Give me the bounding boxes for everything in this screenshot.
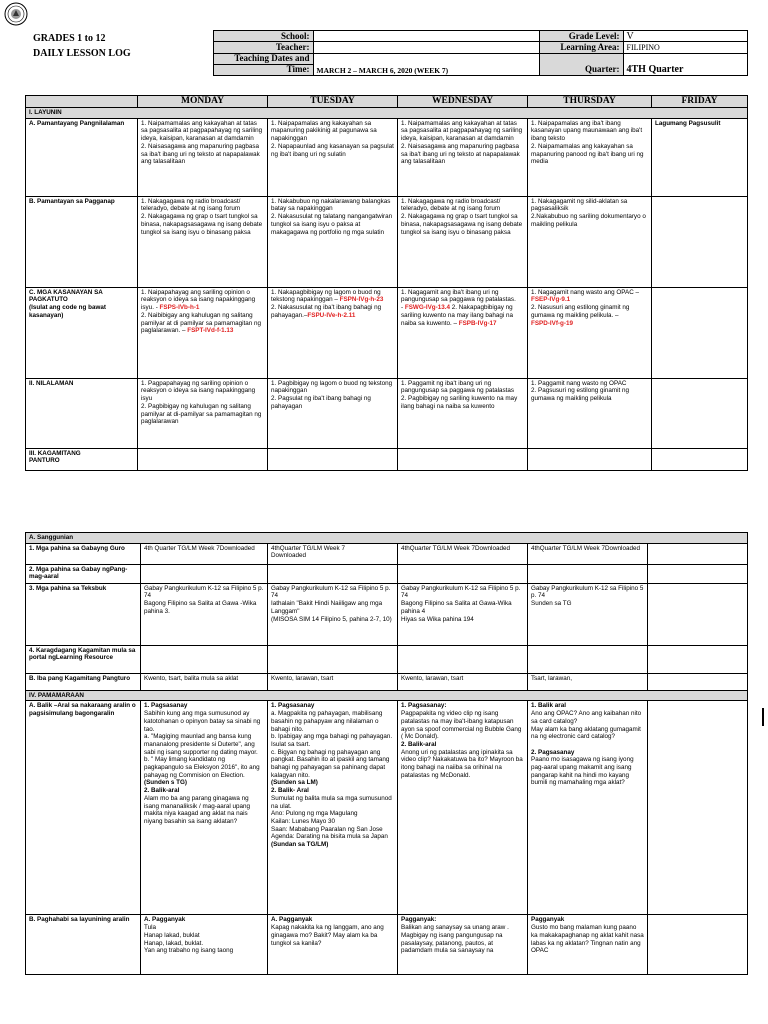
- cell-tuesday: Gabay Pangkurikulum K-12 sa Filipino 5 p. 74 Iathalain "Bakit Hindi Naiiligaw ang mga Langgam" (MISOSA SIM 14 Filipino 5, pahina 2-7, 10): [268, 583, 398, 645]
- row-label: 3. Mga pahina sa Teksbuk: [26, 583, 141, 645]
- cell-wednesday: 1. Nagagamit ang iba't ibang uri ng pangungusap sa paggawa ng patalastas. - FSWG-IVg-13.4 2. Nakapagbibigay ng sariling kuwento na may ilang bahagi na naiba sa kuwento. – FSPB-IVg-17: [398, 287, 528, 378]
- cell-thursday: 1. Balik aral Ano ang OPAC? Ano ang kaibahan nito sa card catalog? May alam ka bang aklatang gumagamit na ng electronic card catalog? 2. Pagsasanay Paano mo isasagawa ng isang iyong pag-aaral upang makamit ang isang pangarap kahit na hindi mo kayang bumili ng mamahaling mga aklat?: [528, 701, 648, 915]
- lesson-objectives-table: [25, 95, 748, 471]
- grade-level-label: Grade Level:: [539, 31, 623, 42]
- cell-wednesday: 1. Nakagagawa ng radio broadcast/ teleradyo, debate at ng isang forum 2. Nakagagawa ng grap o tsart tungkol sa binasa, nakapagsasagawa ng isang debate tungkol sa isang isyu o binasang paksa: [398, 196, 528, 287]
- cell-friday: [648, 673, 748, 690]
- cell-tuesday: [268, 645, 398, 673]
- row-label: B. Paghahabi sa layunining aralin: [26, 915, 141, 975]
- cell-thursday: Gabay Pangkurikulum K-12 sa Filipino 5 p. 74 Sunden sa TG: [528, 583, 648, 645]
- cell-monday: [138, 448, 268, 470]
- row-label: C. MGA KASANAYAN SA PAGKATUTO (Isulat ang code ng bawat kasanayan): [26, 287, 138, 378]
- cell-thursday: 4thQuarter TG/LM Week 7Downloaded: [528, 543, 648, 564]
- cell-tuesday: 1. Pagsasanay a. Magpakita ng pahayagan, mabilisang basahin ng pahapyaw ang nilalaman o bahagi nito. b. Ipabigay ang mga bahagi ng pahayagan. Isulat sa tsart. c. Bigyan ng bahagi ng pahayagan ang pangkat. Basahin ito at ipaskil ang tamang bahagi ng pahayagan sa pahinang dapat kalagyan nito. (Sunden sa LM) 2. Balik- Aral Sumulat ng balita mula sa mga sumusunod na ulat. Ano: Pulong ng mga Magulang Kailan: Lunes Mayo 30 Saan: Mababang Paaralan ng San Jose Agenda: Darating na bisita mula sa Japan (Sundan sa TG/LM): [268, 701, 398, 915]
- cell-thursday: 1. Paggamit nang wasto ng OPAC 2. Pagsusuri ng estilong ginamit ng gumawa ng maikling pelikula: [528, 378, 652, 448]
- cell-thursday: 1. Nagagamit nang wasto ang OPAC – FSEP-IVg-9.1 2. Nasusuri ang estilong ginamit ng gumawa ng maikling pelikula. – FSPD-IVf-g-19: [528, 287, 652, 378]
- cell-wednesday: 1. Pagsasanay: Pagpapakita ng video clip ng isang patalastas na may iba't-ibang katapusan ayon sa spoof commercial ng Bubble Gang ( Mc Donald). 2. Balik-aral Anong uri ng patalastas ang ipinakita sa video clip? Nakakatuwa ba ito? Mayroon ba itong bahagi na naiiba sa orihinal na patalastas ng McDonald.: [398, 701, 528, 915]
- school-label: School:: [213, 31, 313, 42]
- row-label: 2. Mga pahina sa Gabay ngPang-mag-aaral: [26, 564, 141, 583]
- learning-area-label: Learning Area:: [539, 42, 623, 53]
- cell-monday: Kwento, tsart, balita mula sa aklat: [141, 673, 268, 690]
- competency-code: FSWG-IVg-13.4: [404, 304, 450, 312]
- cell-thursday: [528, 564, 648, 583]
- competency-code: FSPD-IVf-g-19: [531, 319, 573, 327]
- teacher-label: Teacher:: [213, 42, 313, 53]
- doc-title-line2: DAILY LESSON LOG: [33, 48, 131, 59]
- row-label: 4. Karagdagang Kagamitan mula sa portal ngLearning Resource: [26, 645, 141, 673]
- row-label: 1. Mga pahina sa Gabayng Guro: [26, 543, 141, 564]
- cell-tuesday: 1. Naipapamalas ang kakayahan sa mapanuring pakikinig at pagunawa sa napakinggan 2. Napapaunlad ang kasanayan sa pagsulat ng iba't ibang uri ng sulatin: [268, 118, 398, 196]
- cell-wednesday: 4thQuarter TG/LM Week 7Downloaded: [398, 543, 528, 564]
- time-label: Time:: [213, 64, 313, 75]
- cell-friday: [652, 378, 748, 448]
- cell-tuesday: [268, 448, 398, 470]
- cell-friday: [648, 915, 748, 975]
- cell-thursday: [528, 448, 652, 470]
- cell-friday: [648, 564, 748, 583]
- row-label: III. KAGAMITANG PANTURO: [26, 448, 138, 470]
- row-label: II. NILALAMAN: [26, 378, 138, 448]
- header-info-table: [25, 30, 748, 76]
- row-label: A. Balik –Aral sa nakaraang aralin o pagsisimulang bagongaralin: [26, 701, 141, 915]
- cell-monday: 1. Pagpapahayag ng sariling opinion o reaksyon o ideya sa isang napakinggang isyu 2. Pagbibigay ng kahulugan ng salitang pamilyar at di-pamilyar sa pamamagitan ng paglalarawan: [138, 378, 268, 448]
- cell-wednesday: [398, 448, 528, 470]
- cell-monday: [141, 564, 268, 583]
- competency-code: FSPB-IVg-17: [458, 319, 497, 327]
- teacher-value: [313, 42, 539, 53]
- cell-thursday: Pagganyak Gusto mo bang malaman kung paano ka makakapaghanap ng aklat kahit nasa labas ka ng aklatan? Tingnan natin ang OPAC: [528, 915, 648, 975]
- cell-wednesday: Gabay Pangkurikulum K-12 sa Filipino 5 p. 74 Bagong Filipino sa Salita at Gawa-Wika pahina 4 Hiyas sa Wika pahina 194: [398, 583, 528, 645]
- school-seal: [4, 2, 28, 26]
- learning-area-value: FILIPINO: [623, 42, 747, 53]
- school-value: [313, 31, 539, 42]
- competency-code: FSPN-IVg-h-23: [339, 296, 384, 304]
- cell-friday: [648, 583, 748, 645]
- cell-wednesday: [398, 645, 528, 673]
- cell-monday: 1. Pagsasanay Sabihin kung ang mga sumusunod ay katotohanan o opinyon batay sa sinabi ng tao. a. "Magiging maunlad ang bansa kung mananalong presidente si Duterte", ang sabi ng isang supporter ng dating mayor. b. " May limang kandidato ng pagkapangulo sa Eleksyon 2016", ito ang pahayag ng Commision on Election. (Sunden s TG) 2. Balik-aral Alam mo ba ang parang ginagawa ng isang mananaliksik / mag-aaral upang makita niya kaagad ang aklat na nais niyang basahin sa isang aklatan?: [141, 701, 268, 915]
- cell-wednesday: 1. Paggamit ng iba't ibang uri ng pangungusap sa paggawa ng patalastas 2. Pagbibigay ng sariling kuwento na may ilang bahagi na naiba sa kuwento: [398, 378, 528, 448]
- cell-friday: [652, 448, 748, 470]
- row-label: A. Pamantayang Pangnilalaman: [26, 118, 138, 196]
- cell-tuesday: 4thQuarter TG/LM Week 7 Downloaded: [268, 543, 398, 564]
- cell-monday: 1. Nakagagawa ng radio broadcast/ teleradyo, debate at ng isang forum 2. Nakagagawa ng grap o tsart tungkol sa binasa, nakapagsasagawa ng isang debate tungkol sa isang isyu o binasang paksa: [138, 196, 268, 287]
- cell-friday: [648, 543, 748, 564]
- teaching-dates-label: Teaching Dates and: [213, 53, 313, 64]
- cell-friday: [648, 701, 748, 915]
- grade-level-value: V: [623, 31, 747, 42]
- competency-code: FSPU-IVe-h-2.11: [307, 311, 356, 319]
- cell-friday: Lagumang Pagsusulit: [652, 118, 748, 196]
- cell-tuesday: 1. Nakapagbibigay ng lagom o buod ng tekstong napakinggan – FSPN-IVg-h-23 2. Nakasusulat ng iba't ibang bahagi ng pahayagan.–FSPU-IVe-h-2.11: [268, 287, 398, 378]
- cell-tuesday: A. Pagganyak Kapag nakakita ka ng langgam, ano ang ginagawa mo? Bakit? May alam ka ba tungkol sa kanila?: [268, 915, 398, 975]
- section-header: I. LAYUNIN: [26, 108, 748, 119]
- cell-thursday: 1. Naipapamalas ang iba't ibang kasanayan upang maunawaan ang iba't ibang teksto 2. Naipamamalas ang kakayahan sa mapanuring panood ng iba't ibang uri ng media: [528, 118, 652, 196]
- competency-code: FSPT-IVd-f-1.13: [187, 327, 234, 335]
- row-label: B. Pamantayan sa Pagganap: [26, 196, 138, 287]
- cell-friday: [648, 645, 748, 673]
- cell-friday: [652, 196, 748, 287]
- cell-thursday: Tsart, larawan,: [528, 673, 648, 690]
- cell-thursday: 1. Nakagagamit ng silid-aklatan sa pagsasaliksik 2.Nakabubuo ng sariling dokumentaryo o maikling pelikula: [528, 196, 652, 287]
- cell-wednesday: 1. Naipamamalas ang kakayahan at tatas sa pagsasalita at pagpapahayag ng sariling ideya, kaisipan, karanasan at damdamin 2. Naisasagawa ang mapanuring pagbasa sa iba't ibang uri ng teksto at napapalawak ang talasalitaan: [398, 118, 528, 196]
- cell-monday: Gabay Pangkurikulum K-12 sa Filipino 5 p. 74 Bagong Filipino sa Salita at Gawa -Wika pahina 3.: [141, 583, 268, 645]
- cell-monday: 4th Quarter TG/LM Week 7Downloaded: [141, 543, 268, 564]
- references-procedure-table: [25, 532, 748, 975]
- cell-tuesday: Kwento, larawan, tsart: [268, 673, 398, 690]
- cell-monday: 1. Naipapahayag ang sariling opinion o reaksyon o ideya sa isang napakinggang isyu. - FSPS-IVb-h-1 2. Naibibigay ang kahulugan ng salitang pamilyar at di pamilyar sa pamamagitan ng paglalarawan. – FSPT-IVd-f-1.13: [138, 287, 268, 378]
- day-header-wednesday: WEDNESDAY: [398, 96, 528, 108]
- cell-monday: 1. Naipamamalas ang kakayahan at tatas sa pagsasalita at pagpapahayag ng sariling ideya, kaisipan, karanasan at damdamin 2. Naisasagawa ang mapanuring pagbasa sa iba't ibang uri ng teksto at napapalawak ang talasalitaan: [138, 118, 268, 196]
- section-header: A. Sanggunian: [26, 533, 748, 544]
- quarter-value: 4TH Quarter: [623, 64, 747, 75]
- quarter-label: Quarter:: [539, 64, 623, 75]
- cell-wednesday: Kwento, larawan, tsart: [398, 673, 528, 690]
- cell-wednesday: [398, 564, 528, 583]
- cell-monday: A. Pagganyak Tula Hanap lakad, buklat Hanap, lakad, buklat. Yan ang trabaho ng isang taong: [141, 915, 268, 975]
- cell-friday: [652, 287, 748, 378]
- cell-monday: [141, 645, 268, 673]
- cell-thursday: [528, 645, 648, 673]
- day-header-monday: MONDAY: [138, 96, 268, 108]
- section-header: IV. PAMAMARAAN: [26, 690, 748, 701]
- doc-title-line1: GRADES 1 to 12: [33, 33, 106, 44]
- teaching-dates-value: MARCH 2 – MARCH 6, 2020 (WEEK 7): [313, 53, 539, 76]
- day-header-friday: FRIDAY: [652, 96, 748, 108]
- competency-code: FSEP-IVg-9.1: [531, 296, 571, 304]
- row-label: B. Iba pang Kagamitang Pangturo: [26, 673, 141, 690]
- competency-code: FSPS-IVb-h-1: [159, 304, 200, 312]
- text-cursor: [762, 708, 764, 726]
- cell-tuesday: 1. Nakabubuo ng nakalarawang balangkas batay sa napakinggan 2. Nakasusulat ng talatang nangangatwiran tungkol sa isang isyu o paksa at makagagawa ng portfolio ng mga sulatin: [268, 196, 398, 287]
- cell-tuesday: [268, 564, 398, 583]
- day-header-tuesday: TUESDAY: [268, 96, 398, 108]
- cell-wednesday: Pagganyak: Balikan ang sanaysay sa unang araw . Magbigay ng isang pangungusap na pasalaysay, patanong, pautos, at padamdam mula sa sanaysay na: [398, 915, 528, 975]
- day-header-thursday: THURSDAY: [528, 96, 652, 108]
- cell-tuesday: 1. Pagbibigay ng lagom o buod ng tekstong napakinggan 2. Pagsulat ng iba't ibang bahagi ng pahayagan: [268, 378, 398, 448]
